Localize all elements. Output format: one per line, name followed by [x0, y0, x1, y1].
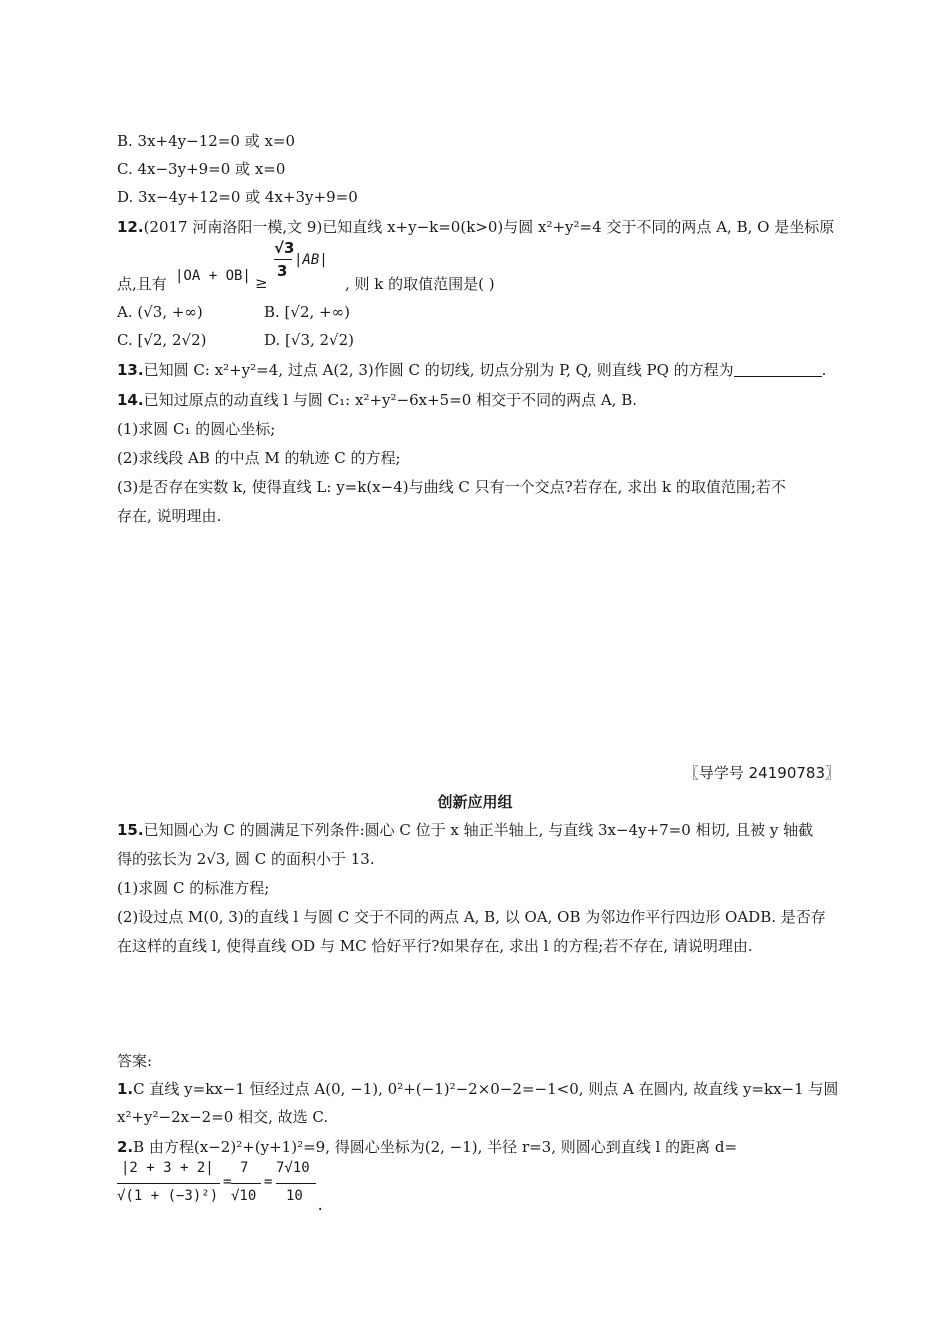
- formula-end: .: [316, 1198, 325, 1214]
- q13: [117, 360, 826, 380]
- q14-part3: (3)是否存在实数 k, 使得直线 L: y=k(x−4)与曲线 C 只有一个交点?若存在, 求出 k 的取值范围;若不: [117, 478, 786, 496]
- q12-number: 12.: [117, 218, 144, 236]
- q12-stem: (2017 河南洛阳一模,文 9)已知直线 x+y−k=0(k>0)与圆 x²+y²=4 交于不同的两点 A, B, O 是坐标原: [143, 218, 835, 236]
- q13-end: .: [821, 361, 827, 379]
- q12-line2: [117, 274, 167, 294]
- q15-part2-cont: 在这样的直线 l, 使得直线 OD 与 MC 恰好平行?如果存在, 求出 l 的方程;若不存在, 请说明理由.: [117, 937, 753, 955]
- answer-1-line1: [117, 1079, 838, 1099]
- q14-text: 已知过原点的动直线 l 与圆 C₁: x²+y²−6x+5=0 相交于不同的两点 A, B.: [143, 391, 638, 409]
- fraction3-denominator: 10: [286, 1188, 303, 1204]
- q12-vector-sum: |OA + OB|: [175, 268, 251, 284]
- q15-line1: [117, 820, 813, 840]
- equals-1: =: [223, 1174, 232, 1190]
- answer-1-number: 1.: [117, 1080, 134, 1098]
- fraction3-bar: [276, 1183, 316, 1184]
- fraction2-denominator: √10: [231, 1188, 257, 1204]
- q12-option-b: B. [√2, +∞): [264, 303, 350, 321]
- q15-line2: 得的弦长为 2√3, 圆 C 的面积小于 13.: [117, 850, 375, 868]
- q12-option-a: A. (√3, +∞): [117, 303, 203, 321]
- guide-number: 〖导学号 24190783〗: [683, 764, 840, 782]
- q12-line1: [117, 217, 834, 237]
- q14-part2: (2)求线段 AB 的中点 M 的轨迹 C 的方程;: [117, 449, 401, 467]
- section-title: 创新应用组: [437, 793, 513, 811]
- option-d: D. 3x−4y+12=0 或 4x+3y+9=0: [117, 188, 358, 206]
- option-c: C. 4x−3y+9=0 或 x=0: [117, 160, 286, 178]
- fraction2-numerator: 7: [240, 1160, 249, 1176]
- q14-part3-cont: 存在, 说明理由.: [117, 507, 222, 525]
- q12-vector-ab: |AB|: [294, 252, 328, 268]
- q13-text: 已知圆 C: x²+y²=4, 过点 A(2, 3)作圆 C 的切线, 切点分别为 P, Q, 则直线 PQ 的方程为: [143, 361, 734, 379]
- q12-option-d: D. [√3, 2√2): [264, 331, 355, 349]
- fraction2-bar: [231, 1183, 261, 1184]
- q12-ge-sign: ≥: [255, 274, 268, 292]
- answer-2-line1: [117, 1137, 737, 1157]
- q12-coef-denominator: 3: [277, 262, 288, 280]
- q12-line2-suffix: , 则 k 的取值范围是( ): [345, 275, 495, 293]
- answer-1-text: C 直线 y=kx−1 恒经过点 A(0, −1), 0²+(−1)²−2×0−2=−1<0, 则点 A 在圆内, 故直线 y=kx−1 与圆: [133, 1080, 839, 1098]
- answer-1-line2: x²+y²−2x−2=0 相交, 故选 C.: [117, 1108, 329, 1126]
- q12-coef-numerator: √3: [274, 239, 295, 257]
- q15-part2: (2)设过点 M(0, 3)的直线 l 与圆 C 交于不同的两点 A, B, 以 OA, OB 为邻边作平行四边形 OADB. 是否存: [117, 908, 826, 926]
- equals-2: =: [264, 1174, 273, 1190]
- fraction1-numerator: |2 + 3 + 2|: [121, 1160, 214, 1176]
- q13-answer-blank: [734, 362, 822, 377]
- q14-part1: (1)求圆 C₁ 的圆心坐标;: [117, 420, 276, 438]
- fraction1-denominator: √(1 + (−3)²): [117, 1188, 219, 1204]
- q15-text: 已知圆心为 C 的圆满足下列条件:圆心 C 位于 x 轴正半轴上, 与直线 3x−4y+7=0 相切, 且被 y 轴截: [143, 821, 814, 839]
- fraction3-numerator: 7√10: [276, 1160, 310, 1176]
- q12-line2-prefix: 点,且有: [117, 275, 167, 293]
- q12-coef-bar: [274, 259, 292, 260]
- q12-option-c: C. [√2, 2√2): [117, 331, 207, 349]
- fraction1-bar: [117, 1183, 220, 1184]
- answers-label: 答案:: [117, 1052, 153, 1070]
- q15-part1: (1)求圆 C 的标准方程;: [117, 879, 270, 897]
- option-b: B. 3x+4y−12=0 或 x=0: [117, 132, 296, 150]
- q14-stem: [117, 390, 637, 410]
- q13-number: 13.: [117, 361, 144, 379]
- answer-2-text: B 由方程(x−2)²+(y+1)²=9, 得圆心坐标为(2, −1), 半径 r=3, 则圆心到直线 l 的距离 d=: [133, 1138, 738, 1156]
- answer-2-number: 2.: [117, 1138, 134, 1156]
- q14-number: 14.: [117, 391, 144, 409]
- q15-number: 15.: [117, 821, 144, 839]
